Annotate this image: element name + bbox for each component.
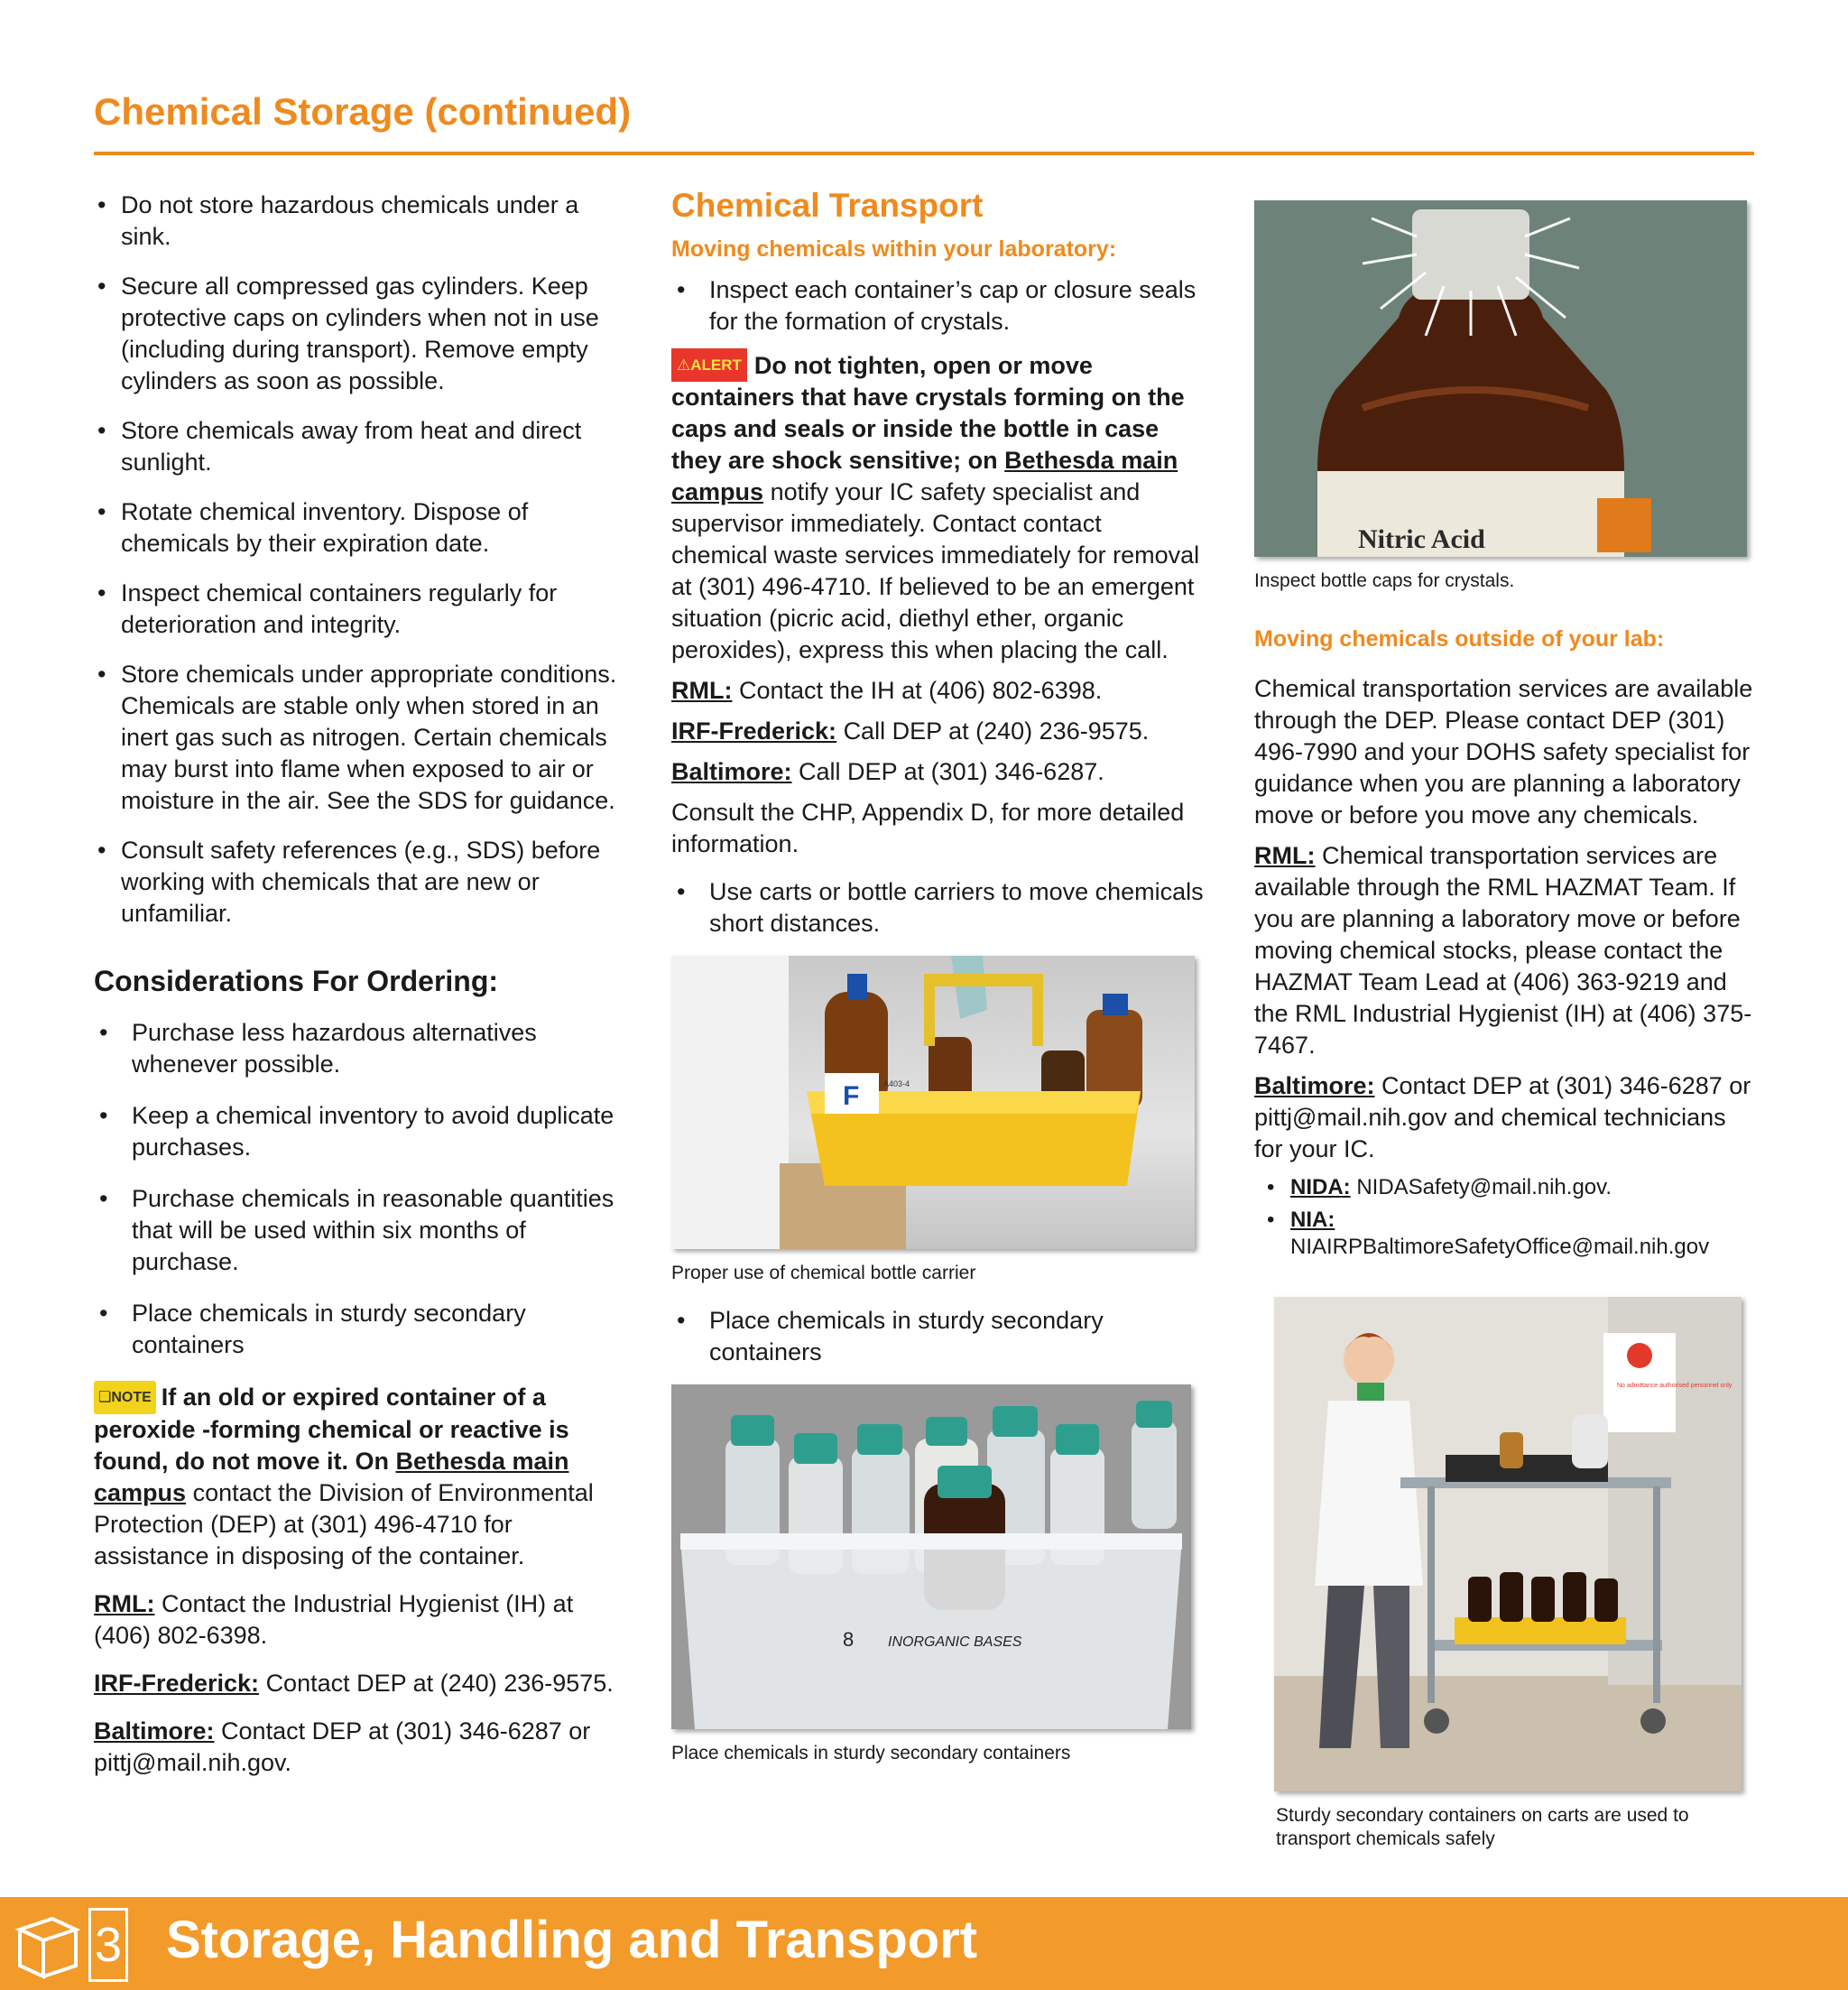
svg-text:8: 8 (843, 1628, 855, 1651)
crystal-caption: Inspect bottle caps for crystals. (1254, 570, 1515, 591)
baltimore-label: Baltimore: (94, 1717, 215, 1745)
baltimore-label: Baltimore: (1254, 1072, 1375, 1099)
chp-reference: Consult the CHP, Appendix D, for more detailed information. (671, 799, 1185, 857)
note-bold-text: If an old or expired container of a peroxide -forming chemical or reactive is found, do not move it. On (94, 1384, 569, 1475)
column-outside-lab (1254, 200, 1760, 1871)
alert-bold-text: Do not tighten, open or move containers that have crystals forming on the caps and seals or inside the bottle in case they are shock sensitive; on (671, 352, 1185, 474)
list-item: • Purchase chemicals in reasonable quantities that will be used within six months of purchase. (94, 1183, 626, 1278)
page-title: Chemical Storage (continued) (94, 90, 632, 133)
column-transport (671, 187, 1204, 1785)
list-item: • Consult safety references (e.g., SDS) before working with chemicals that are new or unfamiliar. (94, 835, 626, 930)
baltimore-text: Contact DEP at (301) 346-6287 or pittj@mail.nih.gov and chemical technicians for your IC. (1254, 1072, 1751, 1162)
irf-text: Call DEP at (240) 236-9575. (843, 717, 1150, 745)
transport-bullet-3 (671, 1305, 1204, 1368)
rml-text: Contact the Industrial Hygienist (IH) at (406) 802-6398. (94, 1590, 574, 1649)
peroxide-note (94, 1381, 626, 1572)
note-rest-text: contact the Division of Environmental Protection (DEP) at (301) 496-4710 for assistance in disposing of the container. (94, 1479, 594, 1569)
alert-paragraph (671, 348, 1204, 666)
chapter-title: Storage, Handling and Transport (166, 1911, 978, 1969)
list-item: • Inspect each container’s cap or closure seals for the formation of crystals. (671, 274, 1204, 338)
nida-email[interactable]: NIDASafety@mail.nih.gov. (1356, 1175, 1612, 1199)
rml-text: Contact the IH at (406) 802-6398. (739, 677, 1103, 704)
rml-contact (94, 1588, 626, 1652)
bethesda-link[interactable]: Bethesda main campus (671, 447, 1178, 505)
transport-title: Chemical Transport (671, 187, 984, 224)
cart-photo (1274, 1297, 1742, 1791)
svg-text:No admittance authorised perso: No admittance authorised personnel only (1617, 1383, 1732, 1389)
irf-contact (94, 1668, 626, 1699)
transport-bullet-1 (671, 274, 1204, 338)
list-item: • Place chemicals in sturdy secondary containers (671, 1305, 1204, 1368)
svg-text:INORGANIC BASES: INORGANIC BASES (888, 1634, 1022, 1650)
list-item: • Rotate chemical inventory. Dispose of chemicals by their expiration date. (94, 496, 626, 560)
carrier-caption: Proper use of chemical bottle carrier (671, 1263, 976, 1283)
list-item: • Place chemicals in sturdy secondary containers (94, 1298, 626, 1361)
list-item: • Use carts or bottle carriers to move chemicals short distances. (671, 876, 1204, 939)
box-icon (7, 1906, 83, 1982)
baltimore-text: Contact DEP at (301) 346-6287 or pittj@mail.nih.gov. (94, 1717, 591, 1776)
container-caption: Place chemicals in sturdy secondary containers (671, 1743, 1071, 1763)
secondary-container-illustration (671, 1384, 1191, 1729)
list-item (1263, 1207, 1760, 1261)
rml-text: Chemical transportation services are available through the RML HAZMAT Team. If you are planning a laboratory move or before moving chemical stocks, please contact the HAZMAT Team Lead at (406) 363-9219 and the RML Industrial Hygienist (IH) at (406) 375-7467. (1254, 842, 1752, 1059)
nida-label: NIDA: (1290, 1175, 1351, 1199)
baltimore-label: Baltimore: (671, 758, 792, 785)
baltimore-contact (94, 1716, 626, 1779)
list-item: • Do not store hazardous chemicals under a sink. (94, 190, 626, 253)
bottle-carrier-illustration (671, 956, 1195, 1249)
irf-contact (671, 716, 1204, 747)
transport-subtitle: Moving chemicals within your laboratory: (671, 236, 1117, 262)
outside-lab-subtitle: Moving chemicals outside of your lab: (1254, 626, 1665, 652)
column-storage (94, 190, 626, 1788)
ordering-heading: Considerations For Ordering: (94, 965, 499, 997)
secondary-container-photo (671, 1384, 1191, 1729)
crystal-bottle-photo (1254, 200, 1747, 557)
ic-contact-list (1263, 1174, 1760, 1261)
rml-contact (671, 675, 1204, 707)
dep-paragraph: Chemical transportation services are available through the DEP. Please contact DEP (301) 496-7990 and your DOHS safety specialist for guidance when you are planning a laboratory move or before you move any chemicals. (1254, 675, 1753, 828)
transport-bullet-2 (671, 876, 1204, 939)
list-item: • Keep a chemical inventory to avoid duplicate purchases. (94, 1100, 626, 1163)
svg-text:A403-4: A403-4 (883, 1079, 910, 1088)
note-icon: ❏NOTE (94, 1381, 156, 1414)
nia-email[interactable]: NIAIRPBaltimoreSafetyOffice@mail.nih.gov (1290, 1235, 1710, 1259)
cart-caption: Sturdy secondary containers on carts are used to transport chemicals safely (1276, 1805, 1689, 1849)
chapter-number: 3 (88, 1908, 128, 1982)
nia-label: NIA: (1290, 1208, 1335, 1232)
bottle-carrier-photo (671, 956, 1195, 1249)
rml-label: RML: (671, 677, 733, 704)
list-item: • Purchase less hazardous alternatives whenever possible. (94, 1017, 626, 1080)
crystal-bottle-illustration (1254, 200, 1747, 557)
svg-text:F: F (843, 1081, 860, 1111)
alert-rest-text: notify your IC safety specialist and supervisor immediately. Contact contact chemical waste services immediately for removal at (301) 496-4710. If believed to be an emergent situation (picric acid, diethyl ether, organic peroxides), express this when placing the call. (671, 478, 1200, 663)
footer-bar (0, 1897, 1848, 1990)
rml-label: RML: (94, 1590, 155, 1617)
list-item: • Secure all compressed gas cylinders. Keep protective caps on cylinders when not in use (including during transport). Remove empty cylinders as soon as possible. (94, 271, 626, 397)
list-item: • Inspect chemical containers regularly for deterioration and integrity. (94, 578, 626, 641)
bethesda-link[interactable]: Bethesda main campus (94, 1448, 569, 1506)
list-item: • Store chemicals away from heat and direct sunlight. (94, 415, 626, 478)
irf-label: IRF-Frederick: (94, 1670, 260, 1697)
irf-text: Contact DEP at (240) 236-9575. (265, 1670, 614, 1697)
baltimore-contact (671, 756, 1204, 788)
list-item: • Store chemicals under appropriate conditions. Chemicals are stable only when stored in an inert gas such as nitrogen. Certain chemicals may burst into flame when exposed to air or moisture in the air. See the SDS for guidance. (94, 659, 626, 817)
ordering-bullet-list (94, 1017, 626, 1361)
baltimore-text: Call DEP at (301) 346-6287. (799, 758, 1104, 785)
baltimore-contact (1254, 1070, 1760, 1165)
storage-bullet-list (94, 190, 626, 930)
rml-label: RML: (1254, 842, 1316, 869)
irf-label: IRF-Frederick: (671, 717, 837, 745)
title-divider (94, 152, 1754, 155)
alert-icon: ⚠ALERT (671, 348, 747, 382)
cart-illustration (1274, 1297, 1742, 1791)
svg-text:Nitric Acid: Nitric Acid (1358, 524, 1485, 554)
rml-contact (1254, 840, 1760, 1061)
list-item (1263, 1174, 1760, 1201)
